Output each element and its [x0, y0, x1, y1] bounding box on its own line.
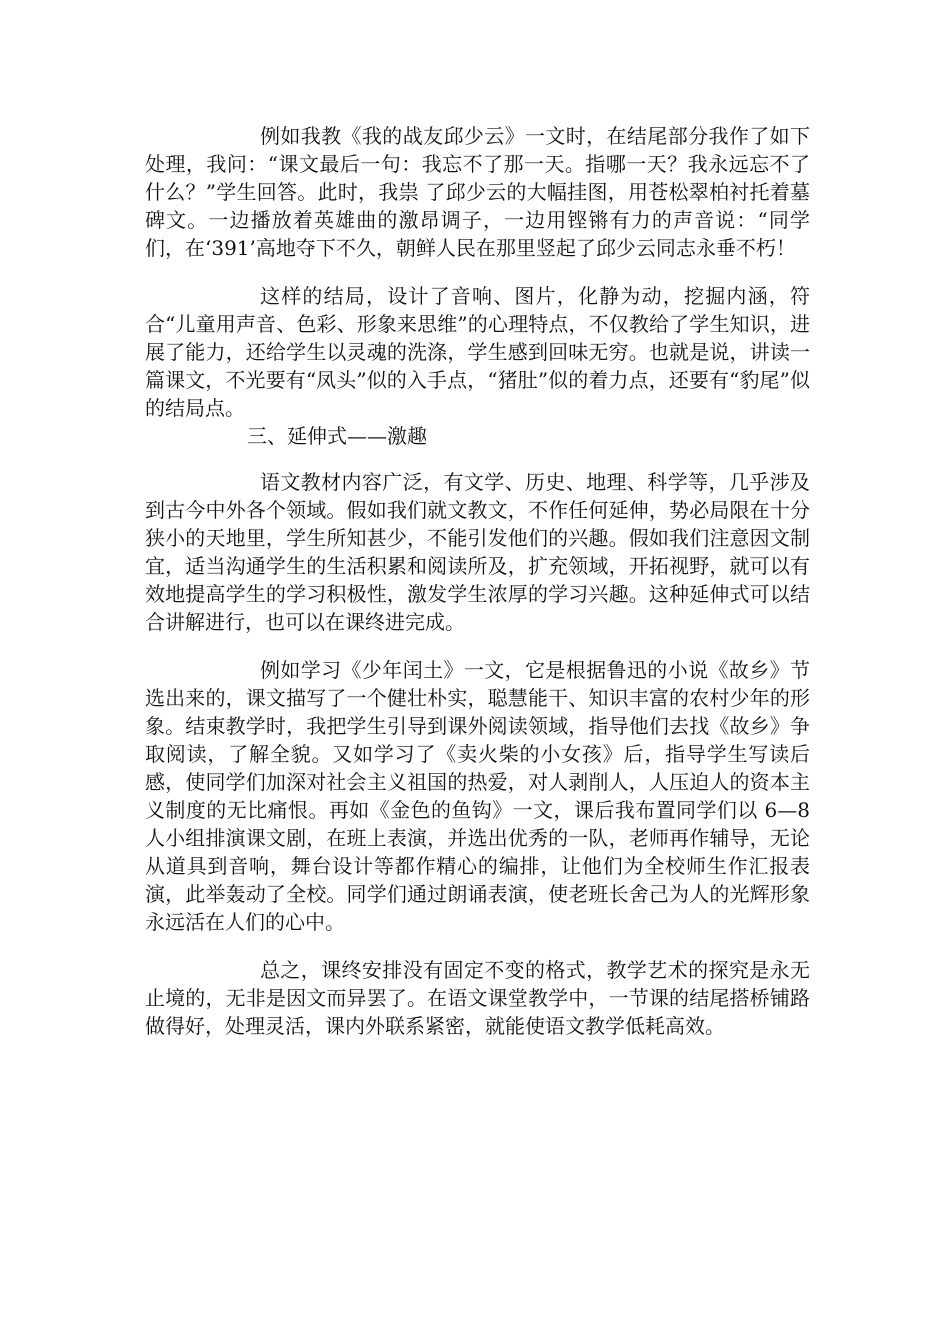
paragraph-runtu-example: 例如学习《少年闰土》一文，它是根据鲁迅的小说《故乡》节选出来的，课文描写了一个健壮朴实，聪慧能干、知识丰富的农村少年的形象。结束教学时，我把学生引导到课外阅读领域，指导他们去找《故乡》争取阅读，了解全貌。又如学习了《卖火柴的小女孩》后，指导学生写读后感，使同学们加深对社会主义祖国的热爱，对人剥削人，人压迫人的资本主义制度的无比痛恨。再如《金色的鱼钩》一文，课后我布置同学们以 6—8 人小组排演课文剧，在班上表演，并选出优秀的一队，老师再作辅导，无论从道具到音响，舞台设计等都作精心的编排，让他们为全校师生作汇报表演，此举轰动了全校。同学们通过朗诵表演，使老班长舍己为人的光辉形象永远活在人们的心中。	[145, 658, 810, 934]
document-body	[145, 122, 810, 1040]
section-heading: 三、延伸式——激趣	[247, 424, 427, 448]
paragraph-extension-intro: 语文教材内容广泛，有文学、历史、地理、科学等，几乎涉及到古今中外各个领域。假如我们就文教文，不作任何延伸，势必局限在十分狭小的天地里，学生所知甚少，不能引发他们的兴趣。假如我们注意因文制宜，适当沟通学生的生活积累和阅读所及，扩充领域，开拓视野，就可以有效地提高学生的学习积极性，激发学生浓厚的学习兴趣。这种延伸式可以结合讲解进行，也可以在课终进完成。	[145, 470, 810, 634]
paragraph-conclusion: 总之，课终安排没有固定不变的格式，教学艺术的探究是永无止境的，无非是因文而异罢了。在语文课堂教学中，一节课的结尾搭桥铺路做得好，处理灵活，课内外联系紧密，就能使语文教学低耗高效。	[145, 958, 810, 1038]
paragraph-qiu-shaoyun-example: 例如我教《我的战友邱少云》一文时，在结尾部分我作了如下处理，我问：“课文最后一句：我忘不了那一天。指哪一天？我永远忘不了什么？”学生回答。此时，我祟 了邱少云的大幅挂图，用苍松翠柏衬托着墓碑文。一边播放着英雄曲的激昂调子，一边用铿锵有力的声音说：“同学们，在‘391’高地夺下不久，朝鲜人民在那里竖起了邱少云同志永垂不朽！	[145, 124, 810, 260]
paragraph-ending-summary: 这样的结局，设计了音响、图片，化静为动，挖掘内涵，符合“儿童用声音、色彩、形象来思维”的心理特点，不仅教给了学生知识，进展了能力，还给学生以灵魂的洗涤，学生感到回味无穷。也就是说，讲读一篇课文，不光要有“凤头”似的入手点，“猪肚”似的着力点，还要有“豹尾”似的结局点。	[145, 284, 810, 420]
